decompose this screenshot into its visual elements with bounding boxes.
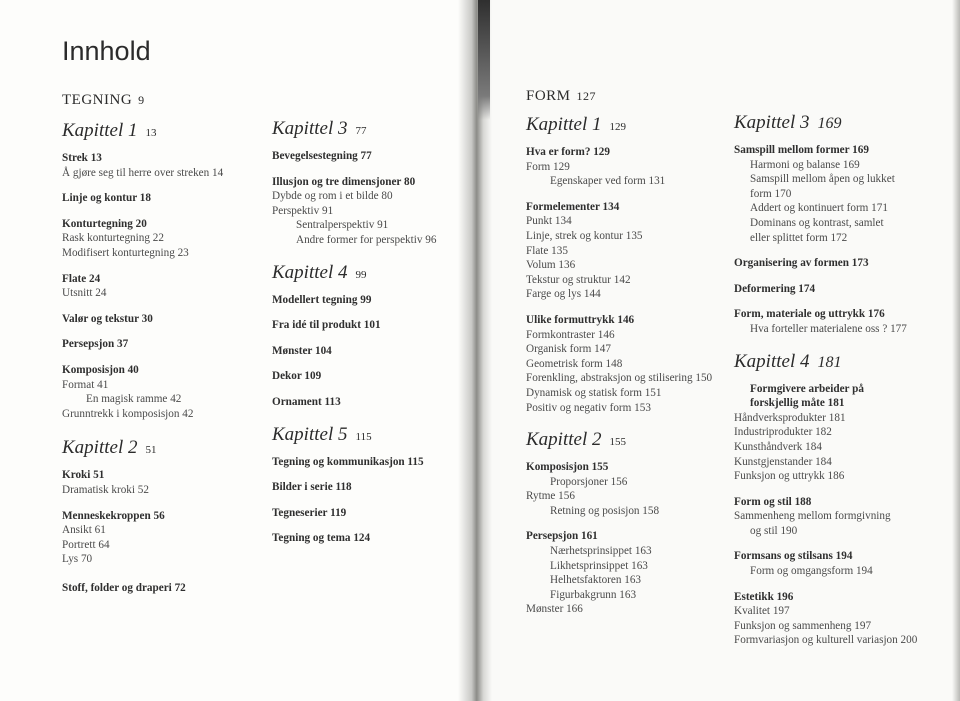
toc-entry: Menneskekroppen 56	[62, 509, 165, 522]
toc-entry: forskjellig måte 181	[750, 397, 845, 410]
toc-entry: Tegning og tema 124	[272, 532, 371, 545]
toc-entry: Likhetsprinsippet 163	[550, 559, 648, 572]
toc-entry-group	[526, 529, 712, 617]
toc-entry-group	[62, 581, 223, 596]
toc-entry: Form og omgangsform 194	[750, 565, 873, 578]
toc-entry: Lys 70	[62, 553, 93, 566]
toc-entry: eller splittet form 172	[750, 231, 848, 244]
toc-entry: Helhetsfaktoren 163	[550, 574, 642, 587]
toc-entry: Konturtegning 20	[62, 217, 147, 230]
toc-entry: Form og stil 188	[734, 495, 812, 508]
toc-entry-group	[734, 307, 917, 336]
toc-entry-group	[526, 460, 712, 518]
chapter-heading: Kapittel 2 51	[62, 437, 157, 459]
page-title: Innhold	[62, 36, 151, 66]
toc-entry: Samspill mellom former 169	[734, 144, 869, 156]
toc-entry-group	[734, 256, 917, 271]
toc-entry: Bevegelsestegning 77	[272, 150, 372, 162]
toc-entry: Grunntrekk i komposisjon 42	[62, 407, 194, 420]
toc-entry: Flate 135	[526, 244, 568, 257]
toc-column-left-2	[272, 118, 436, 557]
toc-entry: Industriprodukter 182	[734, 426, 832, 439]
toc-entry: Bilder i serie 118	[272, 481, 352, 494]
toc-entry-group	[272, 149, 436, 164]
toc-entry-group	[272, 318, 436, 333]
toc-entry: Kunstgjenstander 184	[734, 455, 832, 468]
chapter-heading: Kapittel 4 99	[272, 261, 367, 283]
toc-entry: Modellert tegning 99	[272, 293, 372, 306]
toc-entry: Linje og kontur 18	[62, 192, 151, 205]
chapter-heading: Kapittel 3 77	[272, 118, 367, 139]
toc-column-left-1	[62, 120, 223, 606]
toc-entry-group	[272, 455, 436, 470]
toc-entry: Funksjon og uttrykk 186	[734, 470, 845, 483]
toc-entry: Kunsthåndverk 184	[734, 440, 822, 453]
toc-entry: Form 129	[526, 160, 570, 173]
toc-entry-group	[734, 495, 917, 539]
toc-entry-group	[734, 282, 917, 297]
chapter-heading: Kapittel 1 129	[526, 114, 626, 135]
section-label: TEGNING	[62, 92, 133, 108]
toc-entry: Sammenheng mellom formgivning	[734, 510, 891, 523]
toc-entry: Portrett 64	[62, 538, 110, 551]
toc-entry-group	[272, 480, 436, 495]
toc-entry-group	[734, 590, 917, 648]
toc-entry-group	[62, 217, 223, 261]
toc-entry: Formgivere arbeider på	[750, 382, 864, 395]
toc-entry: Farge og lys 144	[526, 288, 601, 301]
toc-entry: Modifisert konturtegning 23	[62, 246, 189, 259]
toc-entry: Dynamisk og statisk form 151	[526, 386, 662, 399]
gutter-shadow	[478, 0, 490, 120]
toc-entry: Proporsjoner 156	[550, 475, 628, 488]
chapter-heading: Kapittel 3 169	[734, 112, 842, 133]
toc-entry-group	[62, 509, 223, 567]
toc-entry: Fra idé til produkt 101	[272, 319, 381, 332]
toc-entry: Å gjøre seg til herre over streken 14	[62, 166, 224, 179]
toc-entry-group	[62, 312, 223, 327]
toc-entry: Formelementer 134	[526, 200, 620, 213]
chapter-heading: Kapittel 2 155	[526, 429, 626, 451]
toc-entry: Forenkling, abstraksjon og stilisering 150	[526, 372, 713, 385]
toc-entry: Geometrisk form 148	[526, 357, 623, 370]
toc-entry: Komposisjon 40	[62, 363, 139, 376]
section-page: 9	[138, 93, 145, 107]
chapter-heading: Kapittel 1 13	[62, 120, 157, 141]
toc-entry: Sentralperspektiv 91	[296, 219, 389, 232]
toc-entry-group	[272, 293, 436, 308]
toc-entry: Figurbakgrunn 163	[550, 588, 637, 601]
toc-entry-group	[272, 506, 436, 521]
toc-entry-group	[734, 382, 917, 484]
toc-entry: Utsnitt 24	[62, 287, 107, 300]
toc-entry: Ornament 113	[272, 395, 341, 408]
toc-entry: Tegning og kommunikasjon 115	[272, 455, 424, 468]
toc-entry: Nærhetsprinsippet 163	[550, 545, 652, 558]
toc-entry: Egenskaper ved form 131	[550, 175, 666, 188]
chapter-heading: Kapittel 4 181	[734, 350, 842, 372]
toc-entry: Andre former for perspektiv 96	[296, 233, 437, 246]
toc-entry: Dekor 109	[272, 370, 322, 383]
toc-entry: Stoff, folder og draperi 72	[62, 581, 186, 594]
toc-entry: Addert og kontinuert form 171	[750, 202, 888, 215]
toc-column-right-2	[734, 112, 917, 659]
toc-entry: Formsans og stilsans 194	[734, 550, 853, 563]
toc-entry-group	[62, 468, 223, 497]
toc-entry: Dybde og rom i et bilde 80	[272, 190, 393, 203]
page-edge	[952, 0, 960, 701]
toc-column-right-1	[526, 114, 712, 628]
toc-entry: Tegneserier 119	[272, 506, 347, 519]
toc-entry: Dominans og kontrast, samlet	[750, 216, 884, 229]
toc-entry: Organisering av formen 173	[734, 257, 869, 270]
toc-entry-group	[62, 363, 223, 421]
toc-entry: Kroki 51	[62, 469, 105, 482]
toc-entry: Linje, strek og kontur 135	[526, 229, 643, 242]
toc-entry: Form, materiale og uttrykk 176	[734, 308, 885, 321]
toc-entry: Mønster 166	[526, 603, 583, 616]
toc-entry-group	[526, 200, 712, 302]
toc-entry: Punkt 134	[526, 215, 572, 228]
toc-entry: Organisk form 147	[526, 343, 611, 356]
toc-entry: Flate 24	[62, 272, 101, 285]
toc-entry: Perspektiv 91	[272, 204, 334, 217]
toc-entry: En magisk ramme 42	[86, 393, 182, 406]
toc-entry: Positiv og negativ form 153	[526, 401, 651, 414]
toc-entry-group	[526, 313, 712, 415]
toc-entry: Format 41	[62, 378, 109, 391]
toc-entry: Estetikk 196	[734, 590, 794, 603]
toc-entry-group	[734, 549, 917, 578]
toc-entry: Deformering 174	[734, 282, 816, 295]
toc-entry: Ansikt 61	[62, 524, 106, 537]
toc-entry: Rask konturtegning 22	[62, 232, 164, 245]
toc-entry: Mønster 104	[272, 344, 332, 357]
toc-entry: Komposisjon 155	[526, 461, 609, 474]
toc-entry: Strek 13	[62, 152, 102, 164]
toc-entry: form 170	[750, 187, 792, 200]
toc-entry-group	[62, 191, 223, 206]
section-tegning	[62, 92, 145, 109]
toc-entry: Harmoni og balanse 169	[750, 158, 860, 171]
toc-entry: Samspill mellom åpen og lukket	[750, 173, 895, 186]
toc-entry: Funksjon og sammenheng 197	[734, 619, 872, 632]
toc-entry: Retning og posisjon 158	[550, 504, 660, 517]
toc-entry-group	[62, 337, 223, 352]
toc-entry: Persepsjon 161	[526, 530, 598, 543]
toc-entry: Tekstur og struktur 142	[526, 273, 631, 286]
toc-entry-group	[734, 143, 917, 245]
section-page: 127	[576, 89, 597, 103]
toc-entry: og stil 190	[750, 524, 798, 537]
toc-entry: Håndverksprodukter 181	[734, 411, 846, 424]
toc-entry: Formvariasjon og kulturell variasjon 200	[734, 634, 918, 647]
toc-entry-group	[526, 145, 712, 189]
toc-entry: Dramatisk kroki 52	[62, 483, 149, 496]
toc-entry: Hva forteller materialene oss ? 177	[750, 322, 907, 335]
toc-entry: Persepsjon 37	[62, 338, 129, 351]
toc-entry-group	[272, 369, 436, 384]
toc-entry-group	[272, 531, 436, 546]
toc-entry: Valør og tekstur 30	[62, 312, 153, 325]
toc-entry: Formkontraster 146	[526, 328, 615, 341]
section-label: FORM	[526, 88, 571, 104]
toc-entry: Illusjon og tre dimensjoner 80	[272, 175, 416, 188]
chapter-heading: Kapittel 5 115	[272, 423, 372, 445]
toc-entry-group	[272, 395, 436, 410]
toc-entry-group	[272, 175, 436, 248]
toc-entry: Kvalitet 197	[734, 605, 790, 618]
toc-entry-group	[62, 272, 223, 301]
toc-entry-group	[62, 151, 223, 180]
toc-entry-group	[272, 344, 436, 359]
toc-entry: Ulike formuttrykk 146	[526, 313, 635, 326]
toc-entry: Volum 136	[526, 259, 576, 272]
toc-entry: Hva er form? 129	[526, 146, 610, 158]
toc-entry: Rytme 156	[526, 490, 575, 503]
section-form	[526, 88, 596, 105]
